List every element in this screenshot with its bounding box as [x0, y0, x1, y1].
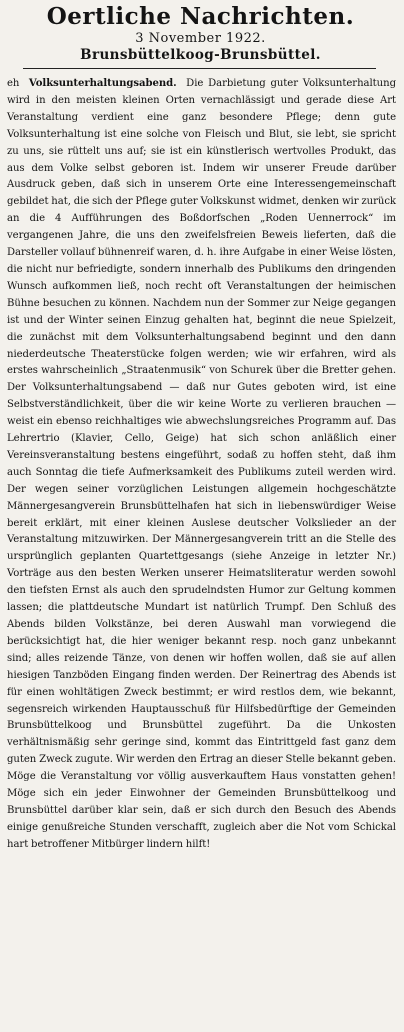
newspaper-page: [0, 3, 404, 1032]
author-mark: eh: [7, 78, 20, 89]
masthead: [5, 3, 396, 64]
issue-date: 3 November 1922.: [135, 31, 266, 46]
article-text: Die Darbietung guter Volksunterhaltung wird in den meisten kleinen Orten vernachlässigt und gerade diese Art Veranstaltung verdient eine ganz besondere Pflege; denn gute Volksunterhaltung ist eine solche von Fleisch und Blut, sie lebt, sie spricht zu uns, sie rüttelt uns auf; sie ist ein künstlerisch wertvolles Produkt, das aus dem Volke selbst geboren ist. Indem wir unserer Freude darüber Ausdruck geben, daß sich in unserem Orte eine Interessengemeinschaft gebildet hat, die sich der Pflege guter Volkskunst widmet, denken wir zurück an die 4 Aufführungen des Boßdorfschen „Roden Uennerrock“ im vergangenen Jahre, die uns den zweifelsfreien Beweis lieferten, daß die Darsteller vollauf bühnenreif waren, d. h. ihre Aufgabe in einer Weise lösten, die nicht nur befriedigte, sondern innerhalb des Publikums den dringenden Wunsch aufkommen ließ, noch recht oft Veranstaltungen der heimischen Bühne besuchen zu können. Nachdem nun der Sommer zur Neige gegangen ist und der Winter seinen Einzug gehalten hat, beginnt die neue Spielzeit, die zunächst mit dem Volksunterhaltungsabend beginnt und den dann niederdeutsche Theaterstücke folgen werden; wie wir erfahren, wird als erstes wahrscheinlich „Straatenmusik“ von Schurek über die Bretter gehen. Der Volksunterhaltungsabend — daß nur Gutes geboten wird, ist eine Selbstverständlichkeit, über die wir keine Worte zu verlieren brauchen — weist ein ebenso reichhaltiges wie abwechslungsreiches Programm auf. Das Lehrertrio (Klavier, Cello, Geige) hat sich schon anläßlich einer Vereinsveranstaltung bestens eingeführt, sodaß zu hoffen steht, daß ihm auch Sonntag die tiefe Aufmerksamkeit des Publikums zuteil werden wird. Der wegen seiner vorzüglichen Leistungen allgemein hochgeschätzte Männergesangverein Brunsbüttelhafen hat sich in liebenswürdiger Weise bereit erklärt, mit einer kleinen Auslese deutscher Volkslieder an der Veranstaltung mitzuwirken. Der Männergesangverein tritt an die Stelle des ursprünglich geplanten Quartettgesangs (siehe Anzeige in letzter Nr.) Vorträge aus den besten Werken unserer Heimatsliteratur werden sowohl den tiefsten Ernst als auch den sprudelndsten Humor zur Geltung kommen lassen; die plattdeutsche Mundart ist natürlich Trumpf. Den Schluß des Abends bilden Volkstänze, bei deren Auswahl man vorwiegend die berücksichtigt hat, die hier weniger bekannt resp. noch ganz unbekannt sind; alles reizende Tänze, von denen wir hoffen wollen, daß sie auf allen hiesigen Tanzböden Eingang finden werden. Der Reinertrag des Abends ist für einen wohltätigen Zweck bestimmt; er wird restlos dem, wie bekannt, segensreich wirkenden Hauptausschuß für Hilfsbedürftige der Gemeinden Brunsbüttelkoog und Brunsbüttel zugeführt. Da die Unkosten verhältnismäßig sehr geringe sind, kommt das Eintrittgeld fast ganz dem guten Zweck zugute. Wir werden den Ertrag an dieser Stelle bekannt geben. Möge die Veranstaltung vor völlig ausverkauftem Haus vonstatten gehen! Möge sich ein jeder Einwohner der Gemeinden Brunsbüttelkoog und Brunsbüttel darüber klar sein, daß er sich durch den Besuch des Abends einige genußreiche Stunden verschafft, zugleich aber die Not vom Schickal hart betroffener Mitbürger lindern hilft!: [7, 78, 396, 850]
dateline: Brunsbüttelkoog-Brunsbüttel.: [80, 47, 321, 63]
article-headline: Volksunterhaltungsabend.: [28, 78, 177, 89]
section-title: Oertliche Nachrichten.: [46, 3, 355, 30]
article-body: [5, 76, 396, 854]
divider: [23, 68, 376, 69]
